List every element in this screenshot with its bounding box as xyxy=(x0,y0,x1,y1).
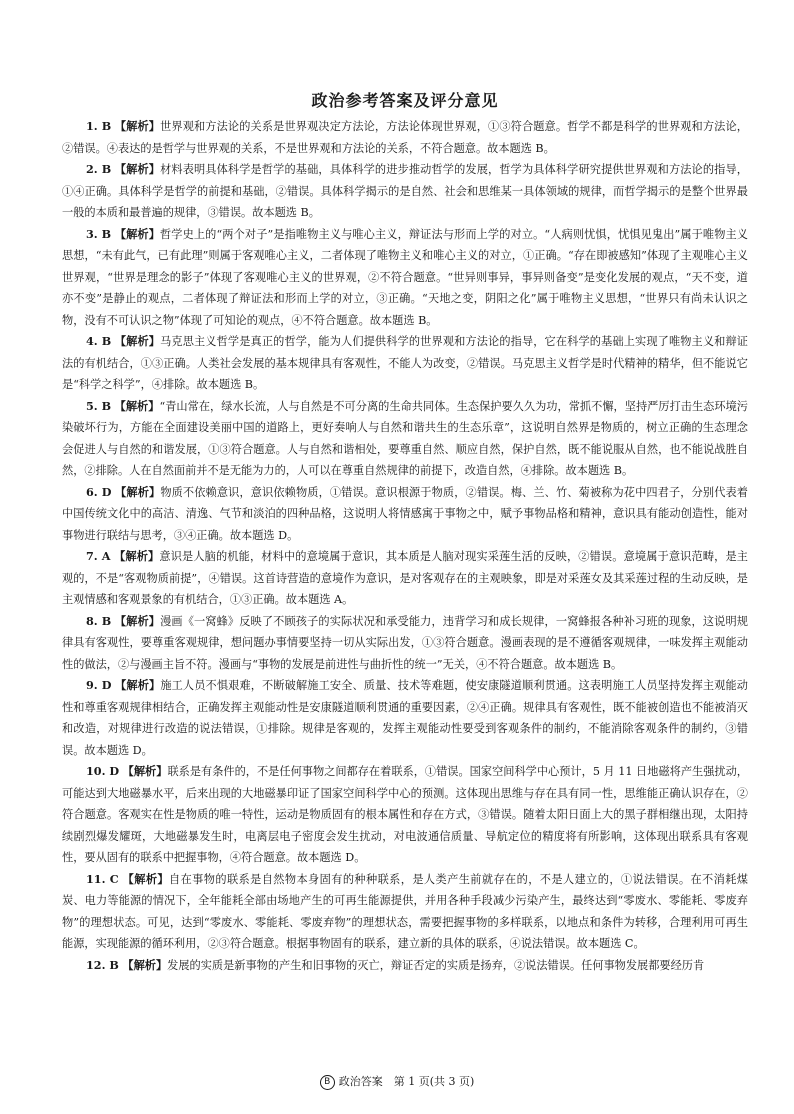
analysis-tag: 【解析】 xyxy=(114,162,161,176)
answer-text: 发展的实质是新事物的产生和旧事物的灭亡，辩证否定的实质是扬弃，②说法错误。任何事物发展都要经历肯 xyxy=(167,958,705,972)
answer-list xyxy=(62,116,748,976)
answer-item xyxy=(62,482,748,547)
analysis-tag: 【解析】 xyxy=(114,549,160,563)
answer-number: 2. B xyxy=(86,162,112,176)
answer-item xyxy=(62,761,748,869)
analysis-tag: 【解析】 xyxy=(114,226,160,241)
answer-text: 漫画《一窝蜂》反映了不顾孩子的实际状况和承受能力，违背学习和成长规律，一窝蜂报各种补习班的现象，这说明规律具有客观性，要尊重客观规律，想问题办事情要坚持一切从实际出发，①③符合题意。漫画表现的是不遵循客观规律，一味发挥主观能动性的做法，②与漫画主旨不符。漫画与“事物的发展是前进性与曲折性的统一”无关，④不符合题意。故本题选 B。 xyxy=(62,614,748,671)
answer-number: 7. A xyxy=(86,549,111,563)
answer-text: 材料表明具体科学是哲学的基础，具体科学的进步推动哲学的发展，哲学为具体科学研究提供世界观和方法论的指导，①④正确。具体科学是哲学的前提和基础，②错误。具体科学揭示的是自然、社会和思维某一具体领域的规律，而哲学揭示的是整个世界最一般的本质和最普遍的规律，③错误。故本题选 B。 xyxy=(62,163,748,219)
analysis-tag: 【解析】 xyxy=(114,398,160,413)
answer-text: 施工人员不惧艰难，不断破解施工安全、质量、技术等难题，使安康隧道顺利贯通。这表明施工人员坚持发挥主观能动性和尊重客观规律相结合，正确发挥主观能动性是安康隧道顺利贯通的重要因素，②④正确。规律具有客观性，既不能被创造也不能被消灭和改造，对规律进行改造的说法错误，①排除。规律是客观的，发挥主观能动性要受到客观条件的制约，不能消除客观条件的制约，③错误。故本题选 D。 xyxy=(62,679,748,757)
answer-item xyxy=(62,611,748,676)
answer-number: 3. B xyxy=(86,226,112,241)
answer-item xyxy=(62,331,748,396)
answer-text: 物质不依赖意识，意识依赖物质，①错误。意识根源于物质，②错误。梅、兰、竹、菊被称为花中四君子，分别代表着中国传统文化中的高洁、清逸、气节和淡泊的四种品格，这说明人将情感寓于事物之中，赋予事物品格和精神，意识具有能动创造性，能对事物进行联结与思考，③④正确。故本题选 D。 xyxy=(62,485,748,542)
answer-item xyxy=(62,546,748,611)
answer-text: “青山常在，绿水长流，人与自然是不可分离的生命共同体。生态保护要久久为功，常抓不懈，坚持严厉打击生态环境污染破坏行为，方能在全面建设美丽中国的道路上，更好奏响人与自然和谐共生的生态乐章”，这说明自然界是物质的，树立正确的生态理念会促进人与自然的和谐发展，①③符合题意。人与自然和谐相处，要尊重自然、顺应自然，保护自然，既不能说服从自然，也不能说战胜自然，②排除。人在自然面前并不是无能为力的，人可以在尊重自然规律的前提下，改造自然，④排除。故本题选 B。 xyxy=(62,399,748,477)
answer-text: 意识是人脑的机能，材料中的意境属于意识，其本质是人脑对现实采莲生活的反映，②错误。意境属于意识范畴，是主观的，不是“客观物质前提”，④错误。这首诗营造的意境作为意识，是对客观存在的主观映象，即是对采莲女及其采莲过程的生动反映，是主观情感和客观景象的有机结合，①③正确。故本题选 A。 xyxy=(62,550,748,606)
answer-text: 哲学史上的“两个对子”是指唯物主义与唯心主义，辩证法与形而上学的对立。“人病则忧惧，忧惧见鬼出”属于唯物主义思想，“未有此气，已有此理”则属于客观唯心主义，二者体现了唯物主义和唯心主义的对立，①正确。“存在即被感知”体现了主观唯心主义世界观，“世界是理念的影子”体现了客观唯心主义的世界观，②不符合题意。“世异则事异，事异则备变”是变化发展的观点，“天不变，道亦不变”是静止的观点，二者体现了辩证法和形而上学的对立，③正确。“天地之变，阴阳之化”属于唯物主义思想，“世界只有尚未认识之物，没有不可认识之物”体现了可知论的观点，④不符合题意。故本题选 B。 xyxy=(62,227,748,327)
answer-number: 12. B xyxy=(86,957,119,972)
answer-item xyxy=(62,869,748,955)
answer-item xyxy=(62,396,748,482)
answer-number: 10. D xyxy=(86,764,120,778)
page-title: 政治参考答案及评分意见 xyxy=(311,91,499,110)
answer-text: 世界观和方法论的关系是世界观决定方法论，方法论体现世界观，①③符合题意。哲学不都是科学的世界观和方法论，②错误。④表达的是哲学与世界观的关系，不是世界观和方法论的关系，不符合题意。故本题选 B。 xyxy=(62,120,748,155)
answer-item xyxy=(62,675,748,761)
answer-number: 6. D xyxy=(86,484,112,499)
answer-number: 11. C xyxy=(86,871,119,886)
answer-text: 马克思主义哲学是真正的哲学，能为人们提供科学的世界观和方法论的指导，它在科学的基础上实现了唯物主义和辩证法的有机结合，①③正确。人类社会发展的基本规律具有客观性，不能人为改变，②错误。马克思主义哲学是时代精神的精华，但不能说它是“科学之科学”，④排除。故本题选 B。 xyxy=(62,335,748,391)
answer-number: 4. B xyxy=(86,334,112,348)
analysis-tag: 【解析】 xyxy=(114,119,161,133)
answer-item xyxy=(62,955,748,977)
analysis-tag: 【解析】 xyxy=(122,871,169,886)
analysis-tag: 【解析】 xyxy=(122,764,168,778)
analysis-tag: 【解析】 xyxy=(122,957,168,972)
answer-item xyxy=(62,116,748,159)
answer-item xyxy=(62,159,748,224)
answer-text: 联系是有条件的，不是任何事物之间都存在着联系，①错误。国家空间科学中心预计，5 月 11 日地磁将产生强扰动，可能达到大地磁暴水平，后来出现的大地磁暴印证了国家空间科学中心的预测。这体现出思维与存在具有同一性，思维能正确认识存在，②符合题意。客观实在性是物质的唯一特性，运动是物质固有的根本属性和存在方式，③错误。随着太阳日面上大的黑子群相继出现，太阳持续剧烈爆发耀斑，大地磁暴发生时，电离层电子密度会发生扰动，对电波通信质量、导航定位的精度将有所影响，这体现出联系具有客观性，要从固有的联系中把握事物，④符合题意。故本题选 D。 xyxy=(62,765,748,864)
answer-number: 8. B xyxy=(86,613,112,628)
answer-number: 5. B xyxy=(86,398,112,413)
analysis-tag: 【解析】 xyxy=(115,678,161,692)
page-number-text: 政治答案 第 1 页(共 3 页) xyxy=(338,1075,475,1088)
version-mark-icon: B xyxy=(320,1075,335,1090)
analysis-tag: 【解析】 xyxy=(114,613,161,628)
answer-text: 自在事物的联系是自然物本身固有的种种联系，是人类产生前就存在的，不是人建立的，①说法错误。在不消耗煤炭、电力等能源的情况下，全年能耗全部由场地产生的可再生能源提供，并用各种手段减少污染产生，最终达到“零废水、零能耗、零废弃物”的理想状态。可见，达到“零废水、零能耗、零废弃物”的理想状态，需要把握事物的多样联系，以地点和条件为转移，合理利用可再生能源，实现能源的循环利用，②③符合题意。根据事物固有的联系，建立新的具体的联系，④说法错误。故本题选 C。 xyxy=(62,872,748,950)
answer-number: 9. D xyxy=(86,678,112,692)
analysis-tag: 【解析】 xyxy=(114,334,161,348)
page-footer xyxy=(0,1073,794,1090)
answer-item xyxy=(62,224,748,332)
answer-number: 1. B xyxy=(86,119,112,133)
analysis-tag: 【解析】 xyxy=(115,484,161,499)
